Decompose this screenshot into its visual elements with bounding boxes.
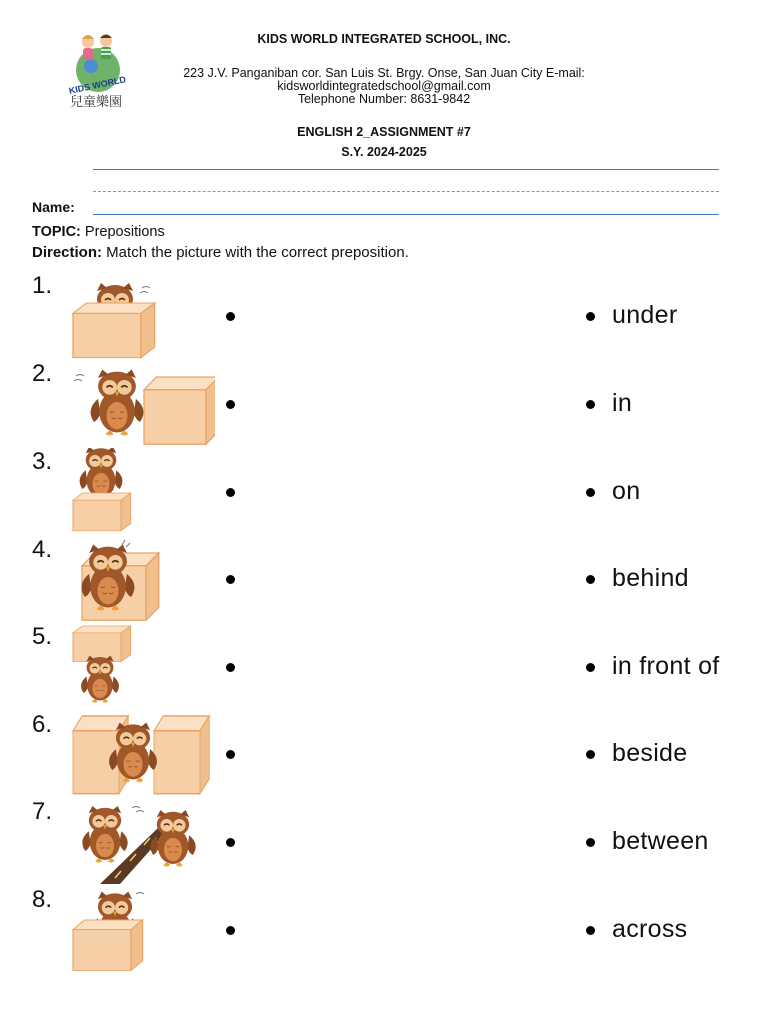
school-telephone: Telephone Number: 8631-9842	[297, 92, 471, 106]
owl-beside-box-picture	[70, 363, 215, 448]
owl-in-front-of-box-picture	[70, 538, 215, 623]
match-dot-left[interactable]	[226, 750, 235, 759]
item-number: 4.	[32, 536, 53, 563]
match-dot-left[interactable]	[226, 926, 235, 935]
match-dot-right[interactable]	[586, 575, 595, 584]
name-label: Name:	[32, 199, 75, 215]
logo-chinese-text: 兒童樂園	[69, 95, 123, 110]
direction-value: Match the picture with the correct preposition.	[102, 244, 409, 261]
header-divider	[93, 169, 719, 170]
direction-label: Direction:	[32, 244, 103, 261]
match-dot-left[interactable]	[226, 312, 235, 321]
assignment-title: ENGLISH 2_ASSIGNMENT #7	[297, 125, 471, 139]
owl-under-box-picture	[70, 623, 215, 708]
direction-line	[32, 244, 409, 261]
match-dot-left[interactable]	[226, 400, 235, 409]
topic-label: TOPIC:	[32, 224, 81, 240]
match-dot-left[interactable]	[226, 838, 235, 847]
item-number: 7.	[32, 798, 53, 825]
logo-banner-text: KIDS WORLD	[67, 74, 127, 96]
match-dot-right[interactable]	[586, 838, 595, 847]
dashed-divider	[93, 191, 719, 192]
choice-across[interactable]: across	[612, 915, 688, 943]
item-number: 2.	[32, 360, 53, 387]
owl-in-box-picture	[70, 275, 215, 360]
owl-behind-box-picture	[70, 886, 215, 971]
match-dot-right[interactable]	[586, 400, 595, 409]
owl-between-boxes-picture	[70, 711, 215, 796]
match-dot-left[interactable]	[226, 575, 235, 584]
item-number: 8.	[32, 886, 53, 913]
choice-between[interactable]: between	[612, 827, 709, 855]
item-number: 3.	[32, 448, 53, 475]
item-number: 1.	[32, 272, 53, 299]
match-dot-right[interactable]	[586, 663, 595, 672]
school-logo	[58, 30, 138, 112]
school-name: KIDS WORLD INTEGRATED SCHOOL, INC.	[257, 32, 511, 46]
choice-beside[interactable]: beside	[612, 739, 688, 767]
choice-in-front-of[interactable]: in front of	[612, 652, 720, 680]
name-underline[interactable]	[93, 214, 719, 215]
topic-value: Prepositions	[80, 224, 165, 240]
match-dot-left[interactable]	[226, 488, 235, 497]
choice-behind[interactable]: behind	[612, 564, 689, 592]
match-dot-left[interactable]	[226, 663, 235, 672]
school-address: 223 J.V. Panganiban cor. San Luis St. Brgy. Onse, San Juan City E-mail:	[183, 66, 585, 80]
choice-in[interactable]: in	[612, 389, 633, 417]
owl-on-box-picture	[70, 448, 215, 533]
match-dot-right[interactable]	[586, 312, 595, 321]
topic-line	[32, 224, 165, 240]
choice-on[interactable]: on	[612, 477, 641, 505]
owls-across-road-picture	[70, 800, 215, 885]
match-dot-right[interactable]	[586, 488, 595, 497]
item-number: 5.	[32, 623, 53, 650]
match-dot-right[interactable]	[586, 750, 595, 759]
match-dot-right[interactable]	[586, 926, 595, 935]
school-year: S.Y. 2024-2025	[341, 145, 427, 159]
item-number: 6.	[32, 711, 53, 738]
choice-under[interactable]: under	[612, 301, 678, 329]
school-email: kidsworldintegratedschool@gmail.com	[277, 79, 491, 93]
